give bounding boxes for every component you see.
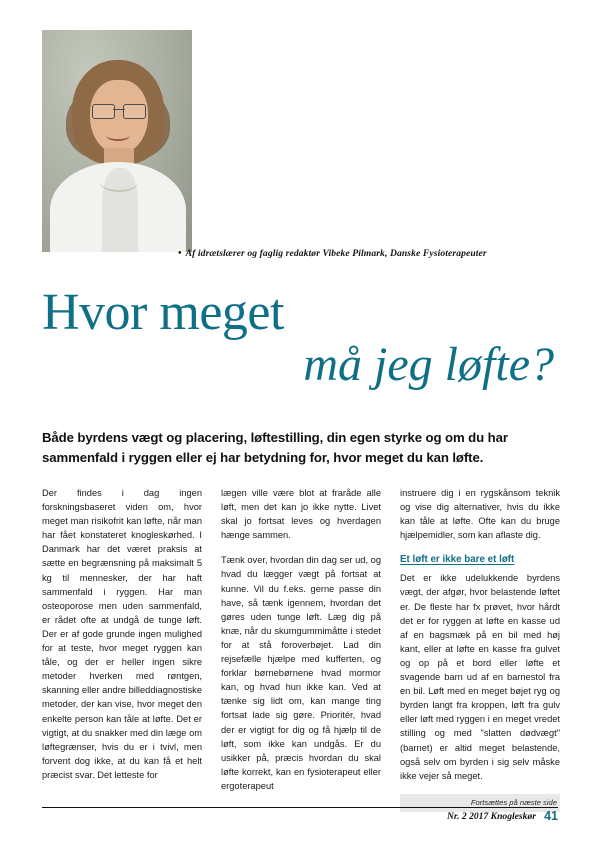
smile (106, 130, 130, 141)
byline (178, 248, 578, 259)
headline-line-2: må jeg løfte? (303, 338, 554, 391)
paragraph: Tænk over, hvordan din dag ser ud, og hvad du lægger vægt på fortsat at kunne. Vil du f.eks. gerne passe din have, så tænk igennem, hvordan det gøres uden tunge løft. Læg dig på knæ, når du skumgummimåtte i stedet for at stå foroverbøjet. Lad din rejsefælle hjælpe med kufferten, og forklar børnebørnene hvad mormor kan, og hvad hun ikke kan. Ved at tænke sig lidt om, kan mange ting fortsat lade sig gøre. Prioritér, hvad der er vigtigt for dig og få hjælp til de løft, som ikke kan undgås. Er du usikker på, præcis hvordan du skal løfte korrekt, kan en fysioterapeut eller ergoterapeut (221, 555, 381, 791)
page-title (42, 284, 558, 392)
glasses-right-lens (123, 104, 146, 119)
issue-label: Nr. 2 2017 Knogleskør (446, 811, 536, 822)
headline-line-1: Hvor meget (42, 284, 284, 341)
paragraph: instruere dig i en rygskånsom teknik og vise dig alternativer, hvis du ikke kan tåle at løfte. Ofte kan du bruge hjælpemidler, som kan aflaste dig. (400, 488, 560, 541)
column-2 (221, 486, 381, 812)
column-1 (42, 486, 202, 812)
paragraph: Det er ikke udelukkende byrdens vægt, der afgør, hvor belastende løftet er. De fleste har fx prøvet, hvor hårdt det er for ryggen at løfte en kasse ud af en bagsmæk på en bil med høj kant, eller at løfte en kasse fra gulvet og op på et bord eller løfte et svagende barn ud af en barnestol fra en bil. Løft med en meget bøjet ryg og byrden langt fra kroppen, løft fra gulv eller løft med ryggen i en meget vredet stilling og med "slatten dødvægt" (barnet) er altid meget belastende, også selv om byrden i sig selv måske ikke vejer så meget. (400, 573, 560, 781)
glasses-left-lens (92, 104, 115, 119)
column-3 (400, 486, 560, 812)
glasses-icon (92, 104, 146, 117)
footer-divider (42, 807, 558, 808)
article-deck: Både byrdens vægt og placering, løftestilling, din egen styrke og om du har sammenfald i ryggen eller ej har betydning for, hvor meget du kan løfte. (42, 430, 508, 465)
page-number: 41 (544, 809, 558, 823)
necklace (99, 170, 139, 192)
byline-text: Af idrætslærer og faglig redaktør Vibeke Pilmark, Danske Fysioterapeuter (185, 248, 487, 259)
bullet-icon: • (178, 248, 182, 259)
author-portrait-photo (42, 30, 192, 252)
paragraph: Der findes i dag ingen forskningsbaseret viden om, hvor meget man risikofrit kan løfte, når man har fået konstateret knogleskørhed. I Danmark har det været praksis at sætte en begrænsning på maksimalt 5 kg til mennesker, der har haft sammenfald i ryggen. Har man osteoporose men uden sammenfald, er rådet ofte at undgå de tunge løft. Der er af gode grunde ingen mulighed for at teste, hvor meget ryggen kan tåle, og der er heller ingen sikre metoder hverken med røntgen, skanning eller andre billeddiagnostiske metoder, der kan vise, hvor meget den enkelte person kan tåle at løfte. Det er vigtigt, at du snakker med din læge om løftegrænser, hvis du er i tvivl, men forvent dog ikke, at du kan få et helt præcist svar. Det letteste for (42, 488, 202, 780)
section-subheading: Et løft er ikke bare et løft (400, 554, 515, 566)
article-body (42, 486, 560, 812)
paragraph: lægen ville være blot at fraråde alle løft, men det kan jo ikke nytte. Livet skal jo fortsat leves og hverdagen hænge sammen. (221, 488, 381, 541)
page-footer (42, 807, 558, 829)
continued-note: Fortsættes på næste side (400, 794, 560, 812)
